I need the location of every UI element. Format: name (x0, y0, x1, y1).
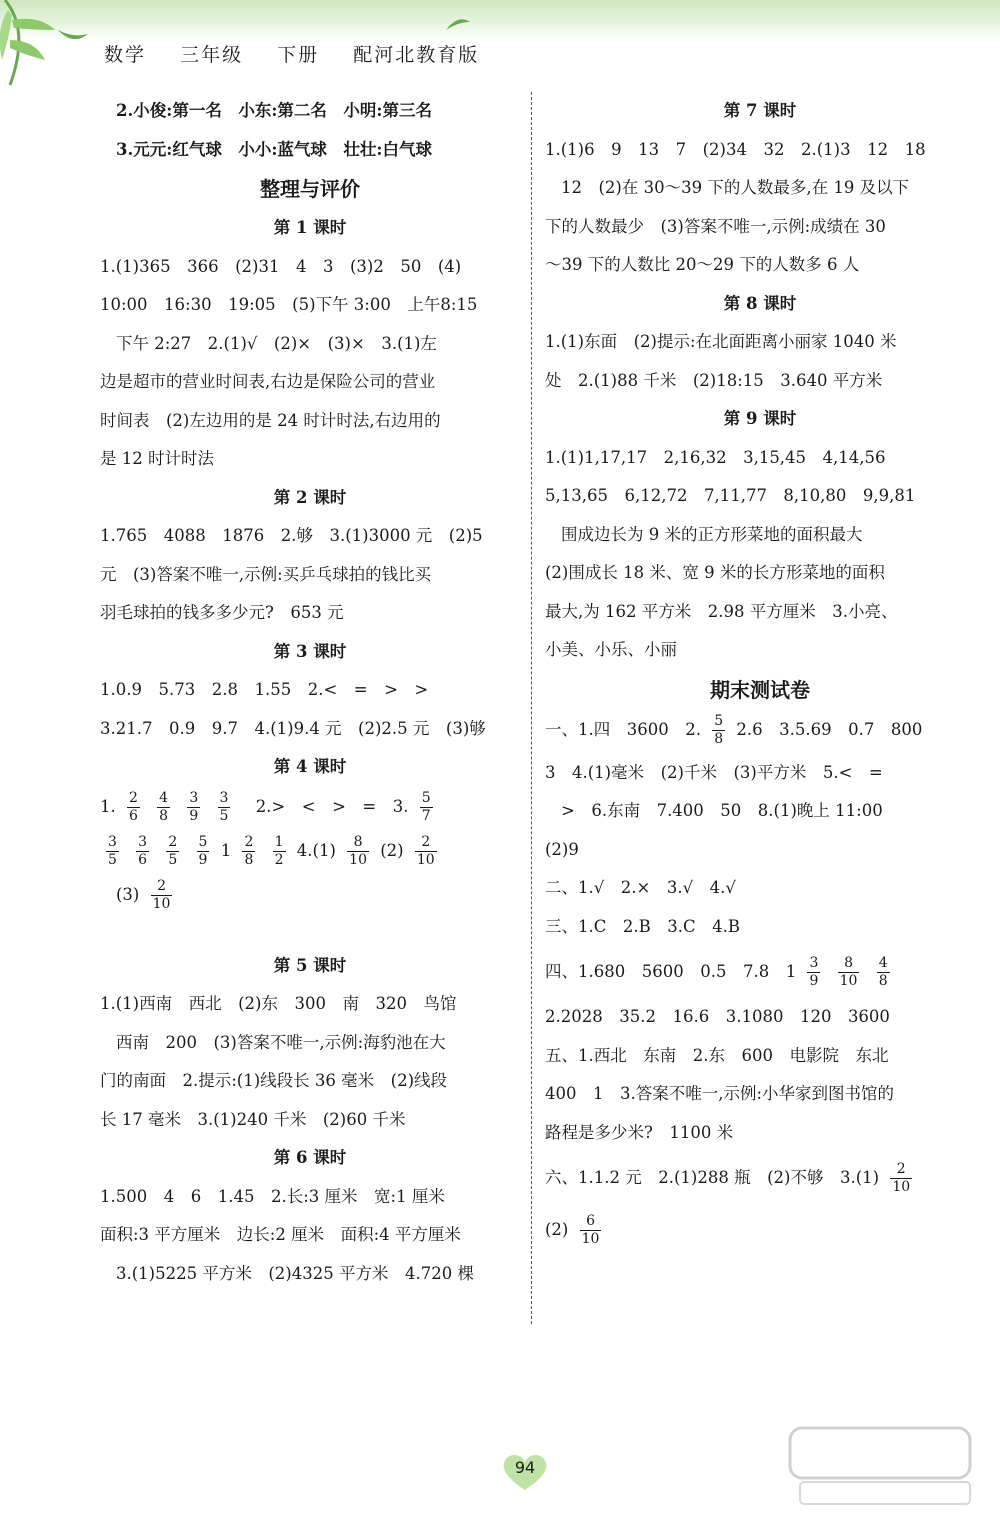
denominator: 10 (152, 895, 171, 912)
numerator: 2 (129, 789, 138, 806)
section-title: 期末测试卷 (710, 677, 810, 702)
numerator: 3 (108, 833, 117, 850)
answer-text: 六、1.1.2 元 2.(1)288 瓶 (2)不够 3.(1) (545, 1168, 880, 1187)
numerator: 5 (198, 833, 208, 850)
denominator: 9 (809, 973, 819, 989)
answer-line: 五、1.西北 东南 2.东 600 电影院 东北 (545, 1045, 889, 1065)
denominator: 6 (138, 851, 148, 868)
answer-text: 一、1.四 3600 2. (545, 719, 701, 739)
answer-line: 3.21.7 0.9 9.7 4.(1)9.4 元 (2)2.5 元 (3)够 (100, 718, 486, 738)
denominator: 9 (189, 807, 199, 824)
answer-text: 2.> < > = 3. (255, 796, 409, 816)
answer-line: 下的人数最少 (3)答案不唯一,示例:成绩在 30 (545, 216, 886, 236)
lesson-heading: 第 2 课时 (273, 487, 347, 507)
fraction-answer-line (100, 787, 520, 831)
answer-text: 1 (220, 840, 232, 860)
denominator: 9 (198, 851, 208, 868)
numerator: 2 (890, 1161, 912, 1179)
answer-text: (2) (380, 840, 404, 860)
numerator: 3 (189, 789, 199, 806)
answer-line: 围成边长为 9 米的正方形菜地的面积最大 (561, 524, 863, 544)
fraction (807, 955, 820, 990)
numerator: 2 (168, 833, 178, 850)
answer-line: > 6.东南 7.400 50 8.(1)晚上 11:00 (561, 801, 883, 820)
answer-line: 边是超市的营业时间表,右边是保险公司的营业 (100, 372, 436, 391)
answer-line: 3.元元:红气球 小小:蓝气球 壮壮:白气球 (116, 139, 432, 159)
answer-line: 最大,为 162 平方米 2.98 平方厘米 3.小亮、 (545, 601, 898, 621)
numerator: 5 (421, 789, 431, 806)
answer-line: 下午 2:27 2.(1)√ (2)× (3)× 3.(1)左 (116, 333, 437, 353)
answer-line: 1.(1)6 9 13 7 (2)34 32 2.(1)3 12 18 (545, 139, 926, 159)
answer-line: 3 4.(1)毫米 (2)千米 (3)平方米 5.< = (545, 762, 883, 782)
numerator: 5 (714, 712, 724, 729)
leaf-icon (58, 28, 88, 44)
denominator: 10 (839, 973, 858, 989)
decorative-top-band (0, 0, 1000, 40)
numerator: 1 (274, 833, 284, 850)
column-divider (531, 92, 532, 1324)
answer-line: 1.(1)365 366 (2)31 4 3 (3)2 50 (4) (100, 256, 462, 276)
answer-text: 1. (100, 796, 116, 816)
denominator: 7 (421, 807, 431, 824)
fraction (415, 834, 437, 869)
answer-line: 面积:3 平方厘米 边长:2 厘米 面积:4 平方厘米 (100, 1225, 461, 1244)
denominator: 10 (416, 851, 435, 868)
numerator: 6 (580, 1213, 602, 1231)
lesson-heading: 第 3 课时 (273, 641, 347, 661)
denominator: 8 (714, 730, 724, 747)
answer-line: 小美、小乐、小丽 (545, 640, 677, 659)
answer-line: 2.2028 35.2 16.6 3.1080 120 3600 (545, 1007, 890, 1026)
edition-label: 配河北教育版 (353, 44, 480, 66)
denominator: 10 (349, 851, 367, 868)
numerator: 2 (151, 878, 173, 896)
answer-line: 1.(1)西南 西北 (2)东 300 南 320 鸟馆 (100, 994, 457, 1013)
fraction (242, 834, 255, 869)
palm-leaf-icon (0, 0, 70, 90)
fraction-answer-line (545, 946, 975, 998)
numerator: 3 (809, 955, 819, 971)
answer-line: 1.765 4088 1876 2.够 3.(1)3000 元 (2)5 (100, 526, 483, 545)
lesson-heading: 第 9 课时 (723, 409, 797, 428)
answer-line: 1.(1)1,17,17 2,16,32 3,15,45 4,14,56 (545, 447, 886, 467)
answer-line: 400 1 3.答案不唯一,示例:小华家到图书馆的 (545, 1084, 895, 1103)
fraction (136, 834, 149, 869)
fraction (151, 878, 173, 913)
fraction-answer-line (545, 1152, 975, 1204)
denominator: 10 (581, 1231, 600, 1247)
answer-line: 路程是多少米? 1100 米 (545, 1122, 734, 1142)
fraction (218, 790, 231, 825)
fraction-answer-line (545, 710, 975, 754)
fraction (106, 834, 119, 869)
lesson-heading: 第 8 课时 (723, 293, 797, 313)
answer-text: (2) (545, 1220, 569, 1239)
fraction-answer-line (100, 875, 520, 947)
answer-line: (2)9 (545, 839, 579, 859)
leaf-icon (446, 18, 470, 32)
numerator: 8 (347, 834, 369, 852)
denominator: 5 (219, 807, 229, 824)
numerator: 4 (159, 789, 169, 806)
lesson-heading: 第 7 课时 (723, 101, 797, 120)
fraction (580, 1213, 602, 1248)
answer-line: 西南 200 (3)答案不唯一,示例:海豹池在大 (116, 1032, 446, 1052)
answer-text: (3) (116, 884, 140, 904)
fraction (420, 790, 433, 825)
lesson-heading: 第 4 课时 (273, 757, 347, 776)
answer-line: 10:00 16:30 19:05 (5)下午 3:00 上午8:15 (100, 295, 478, 314)
fraction (187, 790, 200, 825)
denominator: 6 (129, 807, 138, 824)
answer-line: 羽毛球拍的钱多多少元? 653 元 (100, 603, 344, 622)
lesson-heading: 第 6 课时 (273, 1148, 347, 1167)
section-title: 整理与评价 (260, 177, 360, 201)
numerator: 8 (838, 955, 860, 973)
answer-line: 1.(1)东面 (2)提示:在北面距离小丽家 1040 米 (545, 332, 897, 351)
left-column (100, 92, 520, 1293)
answer-line: 5,13,65 6,12,72 7,11,77 8,10,80 9,9,81 (545, 486, 916, 505)
answer-text: 4.(1) (296, 840, 336, 860)
answer-line: 门的南面 2.提示:(1)线段长 36 毫米 (2)线段 (100, 1071, 448, 1090)
grade-label: 三年级 (180, 44, 244, 66)
answer-line: ～39 下的人数比 20～29 下的人数多 6 人 (545, 255, 860, 274)
denominator: 8 (159, 807, 169, 824)
numerator: 4 (878, 955, 888, 971)
denominator: 2 (274, 851, 284, 868)
lesson-heading: 第 1 课时 (273, 218, 347, 237)
answer-line: 长 17 毫米 3.(1)240 千米 (2)60 千米 (100, 1109, 406, 1129)
fraction (197, 834, 210, 869)
answer-line: 1.0.9 5.73 2.8 1.55 2.< = > > (100, 680, 429, 699)
denominator: 8 (244, 851, 254, 868)
fraction (166, 834, 179, 869)
denominator: 8 (878, 973, 888, 989)
denominator: 5 (108, 851, 117, 868)
numerator: 3 (138, 833, 148, 850)
denominator: 5 (168, 851, 178, 868)
right-column (545, 92, 975, 1256)
fraction-answer-line (545, 1204, 975, 1256)
answer-line: 处 2.(1)88 千米 (2)18:15 3.640 平方米 (545, 370, 883, 390)
numerator: 2 (244, 833, 254, 850)
subject-label: 数学 (104, 44, 147, 66)
answer-line: (2)围成长 18 米、宽 9 米的长方形菜地的面积 (545, 563, 885, 582)
volume-label: 下册 (277, 44, 320, 66)
answer-text: 四、1.680 5600 0.5 7.8 1 (545, 962, 797, 981)
fraction (273, 834, 286, 869)
answer-line: 12 (2)在 30～39 下的人数最多,在 19 及以下 (561, 178, 910, 197)
page-number-badge (500, 1452, 550, 1492)
fraction (877, 955, 890, 990)
answer-line: 3.(1)5225 平方米 (2)4325 平方米 4.720 棵 (116, 1263, 474, 1283)
answer-text: 2.6 3.5.69 0.7 800 (736, 719, 923, 739)
numerator: 2 (415, 834, 437, 852)
answer-line: 元 (3)答案不唯一,示例:买乒乓球拍的钱比买 (100, 564, 432, 584)
lesson-heading: 第 5 课时 (273, 955, 347, 975)
fraction-answer-line (100, 831, 520, 875)
answer-line: 二、1.√ 2.× 3.√ 4.√ (545, 878, 736, 897)
fraction (127, 790, 140, 825)
answer-line: 时间表 (2)左边用的是 24 时计时法,右边用的 (100, 410, 441, 430)
answer-line: 三、1.C 2.B 3.C 4.B (545, 916, 740, 936)
fraction (838, 955, 860, 990)
fraction (712, 713, 725, 748)
answer-line: 是 12 时计时法 (100, 449, 214, 468)
fraction (157, 790, 170, 825)
answer-line: 2.小俊:第一名 小东:第二名 小明:第三名 (116, 101, 432, 120)
book-header (104, 40, 505, 67)
watermark-logo-icon (780, 1420, 980, 1510)
answer-line: 1.500 4 6 1.45 2.长:3 厘米 宽:1 厘米 (100, 1186, 445, 1206)
fraction (890, 1161, 912, 1196)
page-number: 94 (514, 1458, 536, 1477)
numerator: 3 (219, 789, 229, 806)
denominator: 10 (892, 1179, 911, 1195)
fraction (347, 834, 369, 869)
